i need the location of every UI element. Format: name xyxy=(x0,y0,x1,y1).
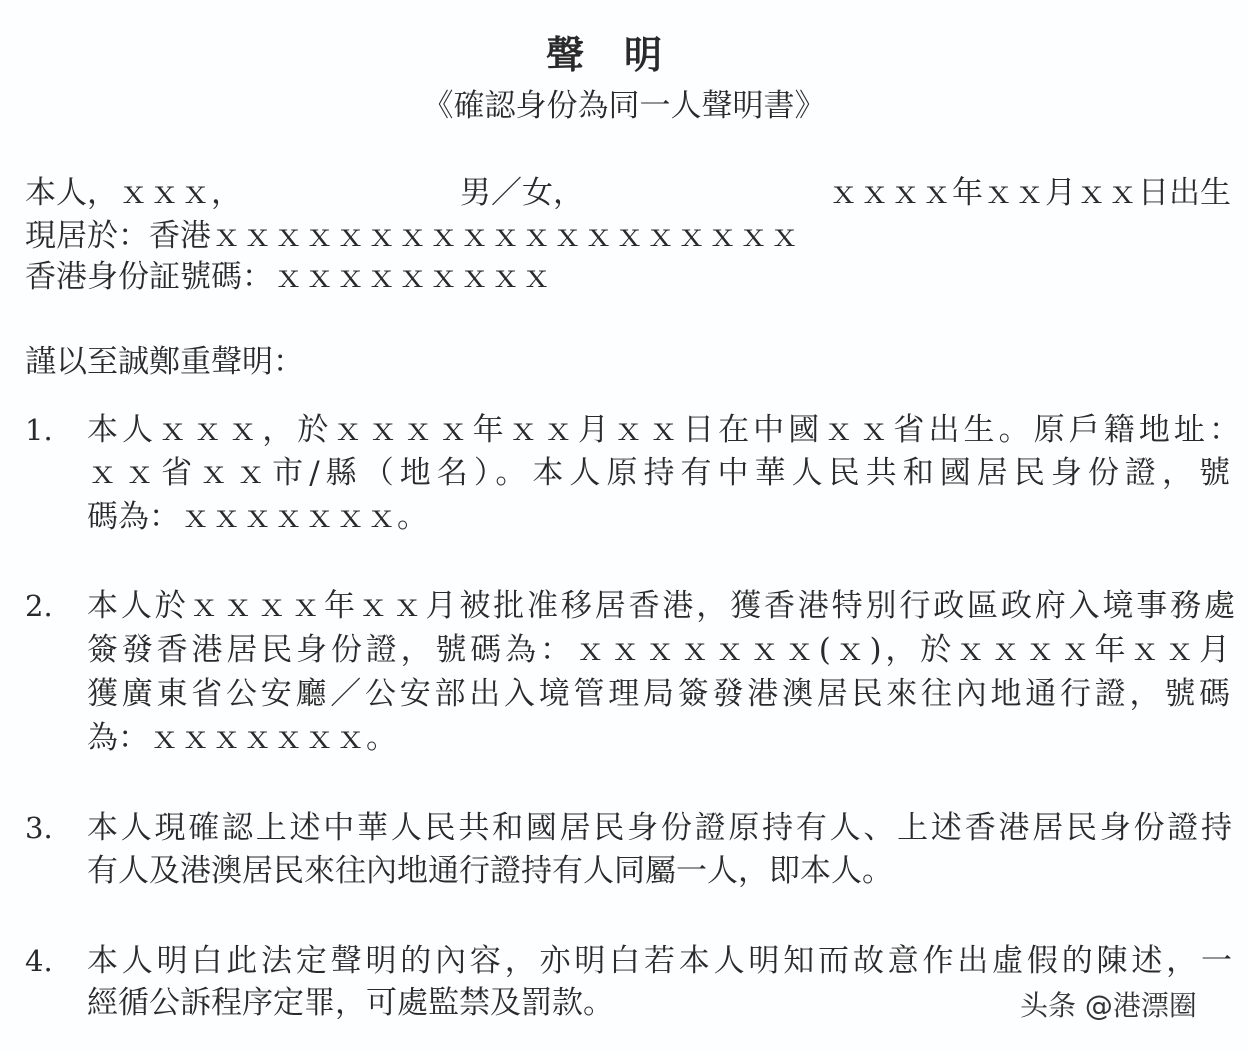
item-number: 4. xyxy=(25,944,53,978)
item-line: 本人現確認上述中華人民共和國居民身份證原持有人、上述香港居民身份證持 xyxy=(87,810,1232,846)
item-line: 碼為：ｘｘｘｘｘｘｘ。 xyxy=(87,499,428,535)
declarant-hkid: 香港身份証號碼：ｘｘｘｘｘｘｘｘｘ xyxy=(25,259,552,295)
item-line: 本人ｘｘｘ，於ｘｘｘｘ年ｘｘ月ｘｘ日在中國ｘｘ省出生。原戶籍地址： xyxy=(87,412,1240,448)
declarant-gender: 男／女， xyxy=(460,175,584,211)
item-line: 本人於ｘｘｘｘ年ｘｘ月被批准移居香港，獲香港特別行政區政府入境事務處 xyxy=(87,588,1235,624)
item-line: 經循公訴程序定罪，可處監禁及罰款。 xyxy=(87,985,614,1021)
document-title: 聲明 xyxy=(545,32,702,77)
item-number: 3. xyxy=(25,811,53,845)
item-line: 獲廣東省公安廳／公安部出入境管理局簽發港澳居民來往內地通行證，號碼 xyxy=(87,676,1230,712)
declarant-birthdate: ｘｘｘｘ年ｘｘ月ｘｘ日出生 xyxy=(828,175,1231,211)
declarant-name: 本人，ｘｘｘ， xyxy=(25,175,242,211)
item-line: 本人明白此法定聲明的內容，亦明白若本人明知而故意作出虛假的陳述，一 xyxy=(87,943,1232,979)
intro-statement: 謹以至誠鄭重聲明： xyxy=(25,344,304,380)
item-number: 2. xyxy=(25,589,53,623)
item-line: 有人及港澳居民來往內地通行證持有人同屬一人，即本人。 xyxy=(87,853,893,889)
item-number: 1. xyxy=(25,413,53,447)
item-line: 為：ｘｘｘｘｘｘｘ。 xyxy=(87,720,397,756)
item-line: 簽發香港居民身份證，號碼為：ｘｘｘｘｘｘｘ(ｘ)，於ｘｘｘｘ年ｘｘ月 xyxy=(87,632,1230,668)
declarant-address: 現居於：香港ｘｘｘｘｘｘｘｘｘｘｘｘｘｘｘｘｘｘｘ xyxy=(25,218,800,254)
document-subtitle: 《確認身份為同一人聲明書》 xyxy=(422,88,826,124)
watermark: 头条 @港漂圈 xyxy=(1020,989,1197,1022)
item-line: ｘｘ省ｘｘ市/縣（地名）。本人原持有中華人民共和國居民身份證，號 xyxy=(87,455,1230,491)
